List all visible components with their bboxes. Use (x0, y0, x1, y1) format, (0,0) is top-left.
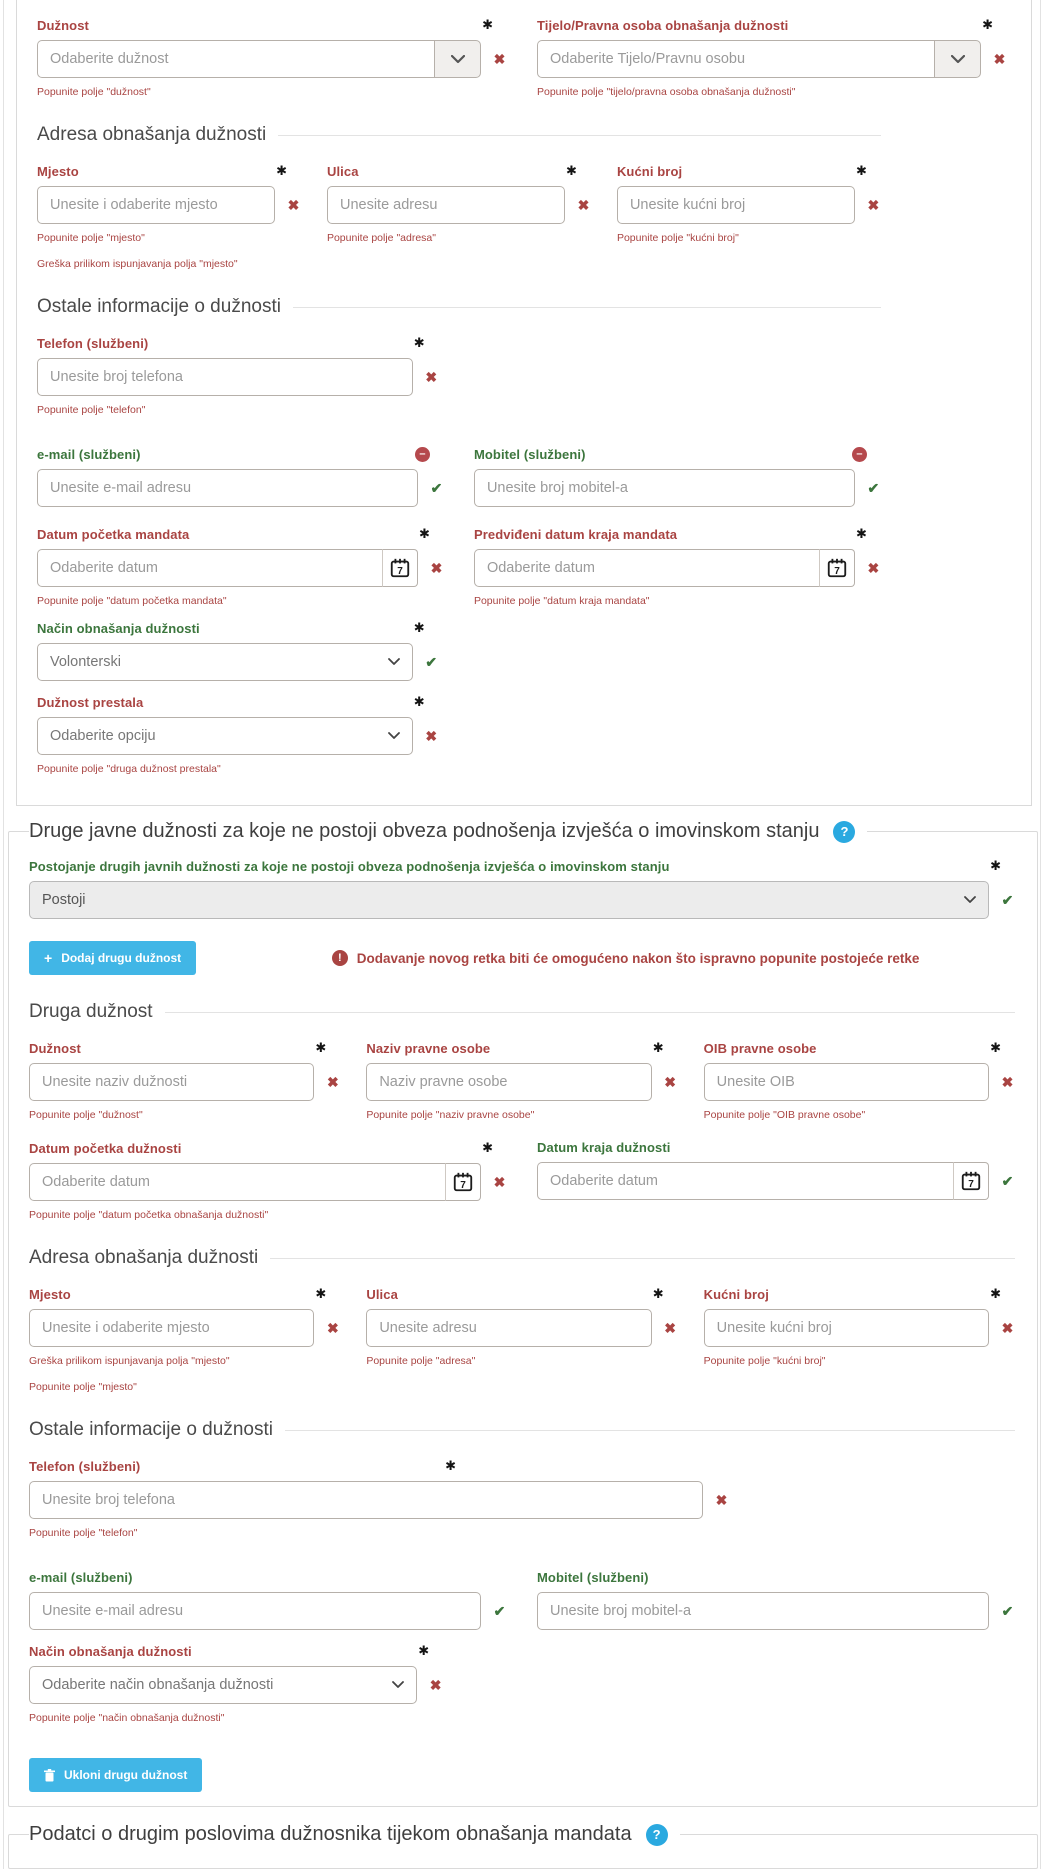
add-other-duty-button[interactable] (29, 941, 196, 975)
required-icon: ✱ (315, 1286, 327, 1301)
required-icon: ✱ (990, 1040, 1001, 1055)
datum-pocetka-duznosti-input[interactable] (29, 1163, 445, 1201)
svg-text:7: 7 (834, 565, 840, 577)
tijelo-label: Tijelo/Pravna osoba obnašanja dužnosti (537, 17, 789, 33)
ulica2-input[interactable] (366, 1309, 651, 1347)
required-icon: ✱ (419, 526, 430, 541)
email-field (37, 434, 444, 507)
oib-pravne-osobe-input[interactable] (704, 1063, 989, 1101)
trash-icon (44, 1769, 55, 1782)
invalid-icon: ✖ (664, 1073, 677, 1090)
postojanje-label: Postojanje drugih javnih dužnosti za koje ne postoji obveza podnošenja izvješća o imovinskom stanju (29, 858, 670, 874)
valid-icon: ✔ (430, 479, 443, 496)
calendar-icon (960, 1170, 982, 1192)
kucni-broj2-label: Kućni broj (703, 1286, 769, 1302)
kucni-broj2-field (704, 1273, 1015, 1393)
datum-pocetka-mandata-field (37, 513, 444, 607)
mjesto-field (37, 150, 301, 270)
postojanje-select-value: Postoji (42, 892, 86, 908)
duznost-label: Dužnost (37, 17, 89, 33)
error-message: Popunite polje "adresa" (326, 232, 436, 244)
datum-kraja-mandata-field (474, 513, 881, 607)
invalid-icon: ✖ (993, 50, 1006, 67)
error-message: Popunite polje "mjesto" (29, 1381, 137, 1393)
calendar-icon (389, 557, 411, 579)
tijelo-combobox[interactable] (537, 40, 934, 78)
svg-text:7: 7 (397, 565, 403, 577)
invalid-icon: ✖ (425, 727, 438, 744)
required-icon: ✱ (856, 526, 867, 541)
error-message: Popunite polje "dužnost" (37, 86, 151, 98)
kucni-broj-field (617, 150, 881, 270)
minus-circle-icon: – (415, 447, 430, 462)
error-message: Greška prilikom ispunjavanja polja "mjesto" (37, 258, 238, 270)
ostale-legend: Ostale informacije o dužnosti (37, 296, 281, 317)
error-message: Popunite polje "mjesto" (37, 232, 145, 244)
valid-icon: ✔ (867, 479, 880, 496)
warning-icon: ! (332, 950, 348, 966)
telefon-label: Telefon (službeni) (37, 335, 149, 351)
chevron-down-icon (392, 1681, 404, 1689)
mjesto2-label: Mjesto (29, 1286, 71, 1302)
error-message: Popunite polje "kućni broj" (616, 232, 739, 244)
email-input[interactable] (37, 469, 418, 507)
valid-icon: ✔ (1001, 891, 1014, 908)
mjesto-label: Mjesto (37, 163, 79, 179)
add-row (29, 941, 1015, 975)
invalid-icon: ✖ (493, 1173, 506, 1190)
druga-datumi-row (29, 1127, 1015, 1221)
invalid-icon: ✖ (715, 1491, 728, 1508)
drugi-poslovi-legend: Podatci o drugim poslovima dužnosnika tijekom obnašanja mandata (29, 1823, 632, 1845)
error-message: Popunite polje "način obnašanja dužnosti" (29, 1712, 225, 1724)
nacin2-select[interactable] (29, 1666, 417, 1704)
error-message: Popunite polje "telefon" (29, 1527, 138, 1539)
kucni-broj2-input[interactable] (704, 1309, 989, 1347)
naziv-pravne-osobe-label: Naziv pravne osobe (366, 1040, 491, 1056)
druga-duznost-legend: Druga dužnost (29, 1001, 153, 1022)
duznost-dropdown-button[interactable] (434, 40, 481, 78)
chevron-down-icon (451, 55, 465, 64)
adresa-subsection (37, 124, 881, 270)
duznost-combobox[interactable] (37, 40, 434, 78)
invalid-icon: ✖ (664, 1319, 677, 1336)
calendar-button[interactable] (382, 549, 418, 587)
ulica-input[interactable] (327, 186, 565, 224)
required-icon: ✱ (413, 620, 425, 635)
telefon-field (37, 335, 439, 416)
tijelo-dropdown-button[interactable] (934, 40, 981, 78)
email-label: e-mail (službeni) (37, 447, 141, 462)
mobitel-input[interactable] (474, 469, 855, 507)
naziv-pravne-osobe-input[interactable] (366, 1063, 651, 1101)
error-message: Popunite polje "naziv pravne osobe" (366, 1109, 535, 1121)
required-icon: ✱ (856, 163, 867, 178)
plus-icon: + (44, 950, 53, 966)
prestala-field (37, 694, 439, 775)
required-icon: ✱ (413, 694, 425, 709)
invalid-icon: ✖ (577, 196, 590, 213)
invalid-icon: ✖ (287, 196, 300, 213)
valid-icon: ✔ (425, 653, 438, 670)
druge-duznosti-legend: Druge javne dužnosti za koje ne postoji obveza podnošenja izvješća o imovinskom stanju (29, 820, 820, 842)
nacin-select[interactable] (37, 643, 413, 681)
chevron-down-icon (388, 658, 400, 666)
calendar-button[interactable] (445, 1163, 481, 1201)
telefon2-label: Telefon (službeni) (29, 1458, 141, 1474)
invalid-icon: ✖ (867, 196, 880, 213)
datum-kraja-duznosti-label: Datum kraja dužnosti (537, 1140, 671, 1155)
nacin2-select-value: Odaberite način obnašanja dužnosti (42, 1677, 274, 1693)
help-icon[interactable]: ? (833, 821, 855, 843)
adresa2-legend: Adresa obnašanja dužnosti (29, 1247, 259, 1268)
required-icon: ✱ (990, 1286, 1001, 1301)
drugi-poslovi-section (8, 1823, 1038, 1869)
required-icon: ✱ (652, 1286, 664, 1301)
invalid-icon: ✖ (1001, 1073, 1014, 1090)
mandat-datumi-row (37, 513, 881, 607)
warning-message: Dodavanje novog retka biti će omogućeno nakon što ispravno popunite postojeće retke (356, 950, 920, 966)
error-message: Popunite polje "druga dužnost prestala" (37, 763, 221, 775)
chevron-down-icon (388, 732, 400, 740)
nacin2-field (29, 1643, 443, 1724)
druga-duznost-subsection (29, 1001, 1015, 1221)
required-icon: ✱ (566, 163, 577, 178)
adresa2-subsection (29, 1247, 1015, 1393)
calendar-button[interactable] (819, 549, 855, 587)
tijelo-field (537, 4, 1007, 98)
email2-mobitel2-row (29, 1557, 1015, 1630)
minus-circle-icon: – (852, 447, 867, 462)
telefon2-input[interactable] (29, 1481, 703, 1519)
email2-input[interactable] (29, 1592, 481, 1630)
mobitel2-input[interactable] (537, 1592, 989, 1630)
email-mobitel-row (37, 434, 881, 507)
datum-pocetka-mandata-input[interactable] (37, 549, 382, 587)
prestala-label: Dužnost prestala (37, 694, 144, 710)
invalid-icon: ✖ (430, 559, 443, 576)
required-icon: ✱ (982, 17, 993, 32)
calendar-icon (826, 557, 848, 579)
oib-pravne-osobe-field (704, 1027, 1015, 1121)
svg-text:7: 7 (968, 1178, 974, 1190)
invalid-icon: ✖ (326, 1319, 339, 1336)
druga-duznost-row (29, 1027, 1015, 1121)
mjesto-input[interactable] (37, 186, 275, 224)
datum-kraja-duznosti-field (537, 1127, 1015, 1221)
required-icon: ✱ (413, 335, 425, 350)
valid-icon: ✔ (1001, 1172, 1014, 1189)
kucni-broj-label: Kućni broj (616, 163, 683, 179)
svg-text:7: 7 (460, 1179, 466, 1191)
email2-field (29, 1557, 507, 1630)
valid-icon: ✔ (1001, 1602, 1014, 1619)
mobitel-label: Mobitel (službeni) (473, 447, 586, 462)
duznost-section (16, 0, 1032, 806)
warning-message-row (236, 950, 1015, 966)
ostale2-subsection (29, 1419, 1015, 1792)
help-icon[interactable]: ? (646, 1824, 668, 1846)
calendar-icon (452, 1171, 474, 1193)
add-other-duty-label: Dodaj drugu dužnost (61, 951, 182, 965)
nacin-select-value: Volonterski (50, 654, 121, 670)
error-message: Popunite polje "datum početka mandata" (37, 595, 227, 607)
ulica-field (327, 150, 591, 270)
prestala-select-value: Odaberite opciju (50, 728, 156, 744)
mjesto2-input[interactable] (29, 1309, 314, 1347)
chevron-down-icon (964, 896, 976, 904)
error-message: Popunite polje "datum početka obnašanja dužnosti" (29, 1209, 269, 1221)
oib-pravne-osobe-label: OIB pravne osobe (703, 1040, 817, 1056)
druga-duznost-label: Dužnost (29, 1040, 81, 1056)
nacin2-label: Način obnašanja dužnosti (29, 1643, 192, 1659)
datum-pocetka-mandata-label: Datum početka mandata (37, 526, 190, 542)
valid-icon: ✔ (493, 1602, 506, 1619)
invalid-icon: ✖ (867, 559, 880, 576)
mobitel2-label: Mobitel (službeni) (537, 1570, 649, 1585)
mobitel2-field (537, 1557, 1015, 1630)
invalid-icon: ✖ (425, 368, 438, 385)
required-icon: ✱ (990, 858, 1001, 873)
postojanje-select[interactable] (29, 881, 989, 919)
required-icon: ✱ (482, 17, 493, 32)
chevron-down-icon (951, 55, 965, 64)
duznost-field (37, 4, 507, 98)
datum-pocetka-duznosti-field (29, 1127, 507, 1221)
prestala-select[interactable] (37, 717, 413, 755)
invalid-icon: ✖ (326, 1073, 339, 1090)
ulica2-field (366, 1273, 677, 1393)
remove-other-duty-label: Ukloni drugu dužnost (64, 1768, 188, 1782)
druga-duznost-input[interactable] (29, 1063, 314, 1101)
ostale-subsection (37, 296, 881, 775)
form-page (3, 0, 1041, 1869)
required-icon: ✱ (276, 163, 287, 178)
required-icon: ✱ (652, 1040, 664, 1055)
invalid-icon: ✖ (493, 50, 506, 67)
email2-label: e-mail (službeni) (29, 1570, 133, 1585)
telefon2-field (29, 1458, 729, 1539)
datum-pocetka-duznosti-label: Datum početka dužnosti (29, 1140, 182, 1156)
postojanje-field (29, 858, 1015, 919)
required-icon: ✱ (315, 1040, 327, 1055)
duznost-row (37, 4, 1007, 98)
required-icon: ✱ (482, 1140, 493, 1155)
invalid-icon: ✖ (1001, 1319, 1014, 1336)
required-icon: ✱ (445, 1458, 457, 1473)
calendar-button[interactable] (953, 1162, 989, 1200)
mjesto2-field (29, 1273, 340, 1393)
telefon-input[interactable] (37, 358, 413, 396)
required-icon: ✱ (418, 1643, 430, 1658)
adresa-legend: Adresa obnašanja dužnosti (37, 124, 267, 145)
error-message: Popunite polje "telefon" (37, 404, 146, 416)
error-message: Popunite polje "adresa" (366, 1355, 476, 1367)
nacin-field (37, 620, 439, 681)
datum-kraja-mandata-input[interactable] (474, 549, 819, 587)
mobitel-field (474, 434, 881, 507)
error-message: Greška prilikom ispunjavanja polja "mjesto" (29, 1355, 230, 1367)
nacin-label: Način obnašanja dužnosti (37, 620, 200, 636)
ulica2-label: Ulica (366, 1286, 398, 1302)
kucni-broj-input[interactable] (617, 186, 855, 224)
datum-kraja-mandata-label: Predviđeni datum kraja mandata (473, 526, 678, 542)
ulica-label: Ulica (326, 163, 359, 179)
datum-kraja-duznosti-input[interactable] (537, 1162, 953, 1200)
error-message: Popunite polje "tijelo/pravna osoba obnašanja dužnosti" (537, 86, 796, 98)
invalid-icon: ✖ (429, 1676, 442, 1693)
druga-duznost-field (29, 1027, 340, 1121)
naziv-pravne-osobe-field (366, 1027, 677, 1121)
error-message: Popunite polje "dužnost" (29, 1109, 143, 1121)
error-message: Popunite polje "OIB pravne osobe" (703, 1109, 866, 1121)
ostale2-legend: Ostale informacije o dužnosti (29, 1419, 273, 1440)
error-message: Popunite polje "kućni broj" (703, 1355, 826, 1367)
druge-duznosti-section (8, 820, 1038, 1807)
error-message: Popunite polje "datum kraja mandata" (473, 595, 650, 607)
